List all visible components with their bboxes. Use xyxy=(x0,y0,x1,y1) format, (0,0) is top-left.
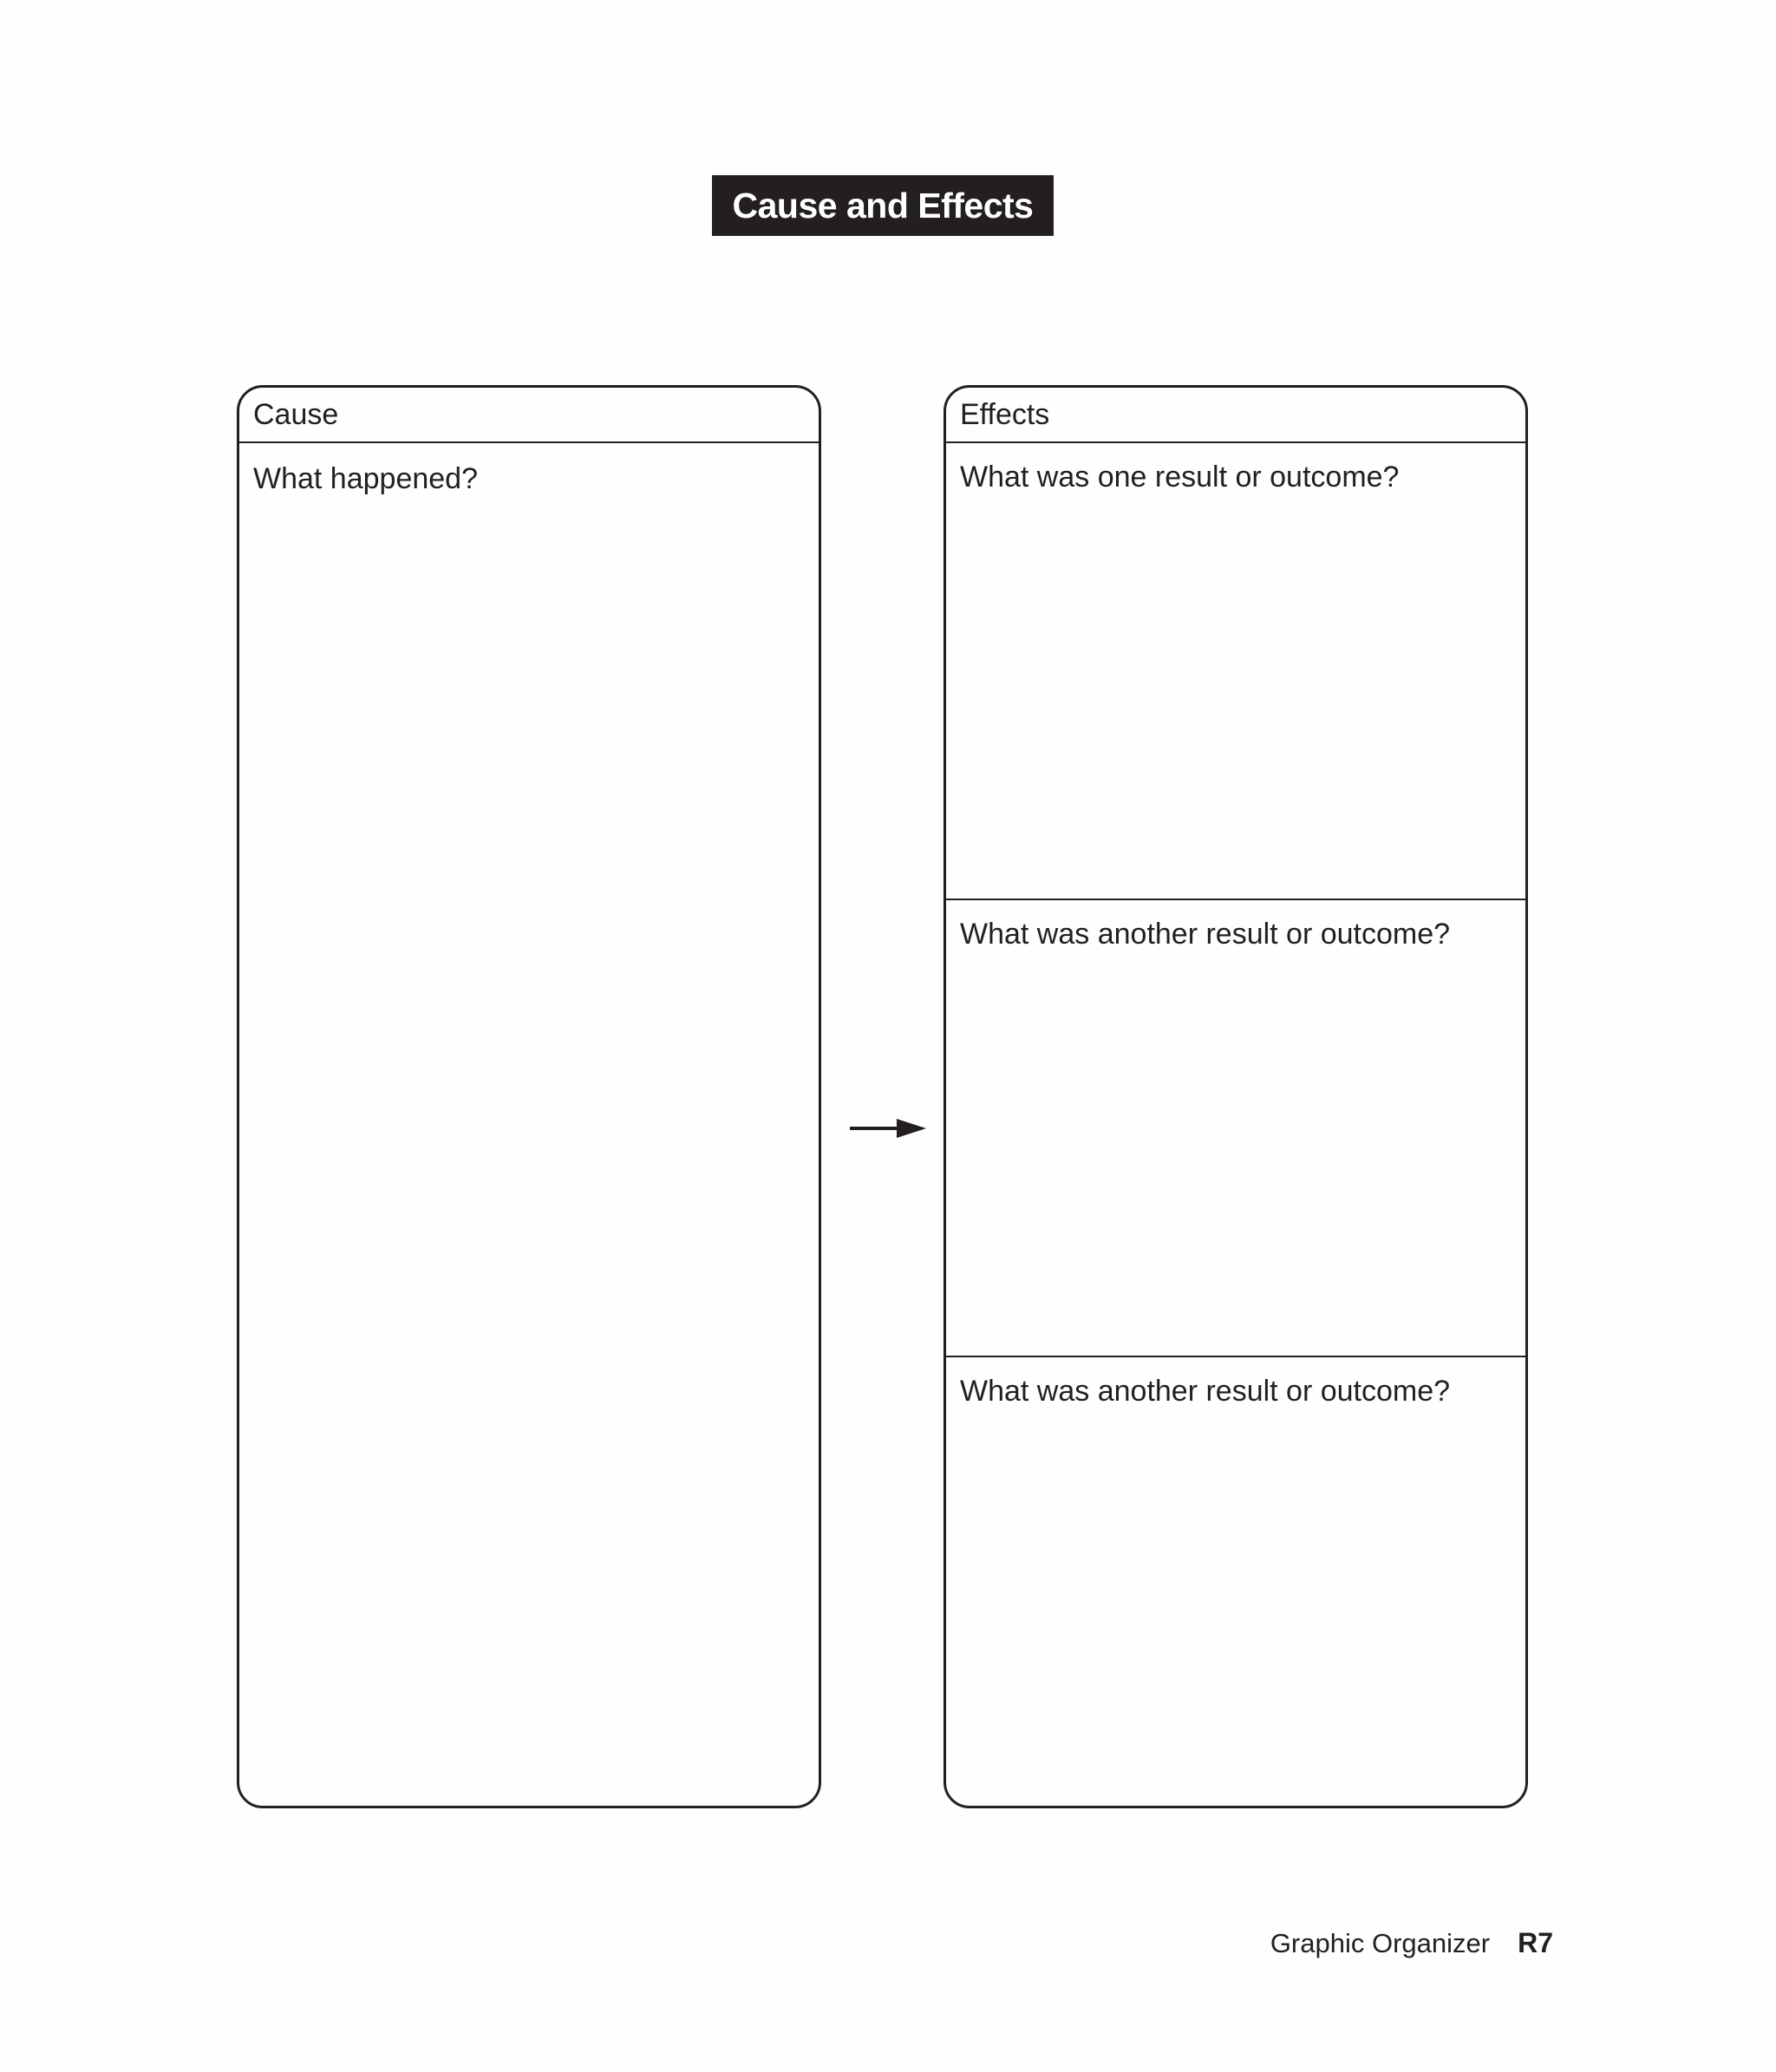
cause-header: Cause xyxy=(239,388,819,443)
cause-box[interactable] xyxy=(237,385,821,1808)
effect-prompt-1: What was one result or outcome? xyxy=(960,461,1400,493)
right-arrow-icon xyxy=(848,1115,928,1141)
effect-prompt-2: What was another result or outcome? xyxy=(960,918,1451,951)
effects-box xyxy=(944,385,1528,1808)
effect-section-1[interactable] xyxy=(946,443,1525,900)
effect-prompt-3: What was another result or outcome? xyxy=(960,1375,1451,1408)
page-title: Cause and Effects xyxy=(712,175,1054,236)
page-number: R7 xyxy=(1518,1927,1553,1958)
cause-prompt: What happened? xyxy=(253,462,478,495)
page-footer xyxy=(1270,1927,1553,1959)
effects-header: Effects xyxy=(946,388,1525,443)
effect-section-3[interactable] xyxy=(946,1357,1525,1806)
effect-section-2[interactable] xyxy=(946,900,1525,1357)
footer-label: Graphic Organizer xyxy=(1270,1928,1491,1958)
